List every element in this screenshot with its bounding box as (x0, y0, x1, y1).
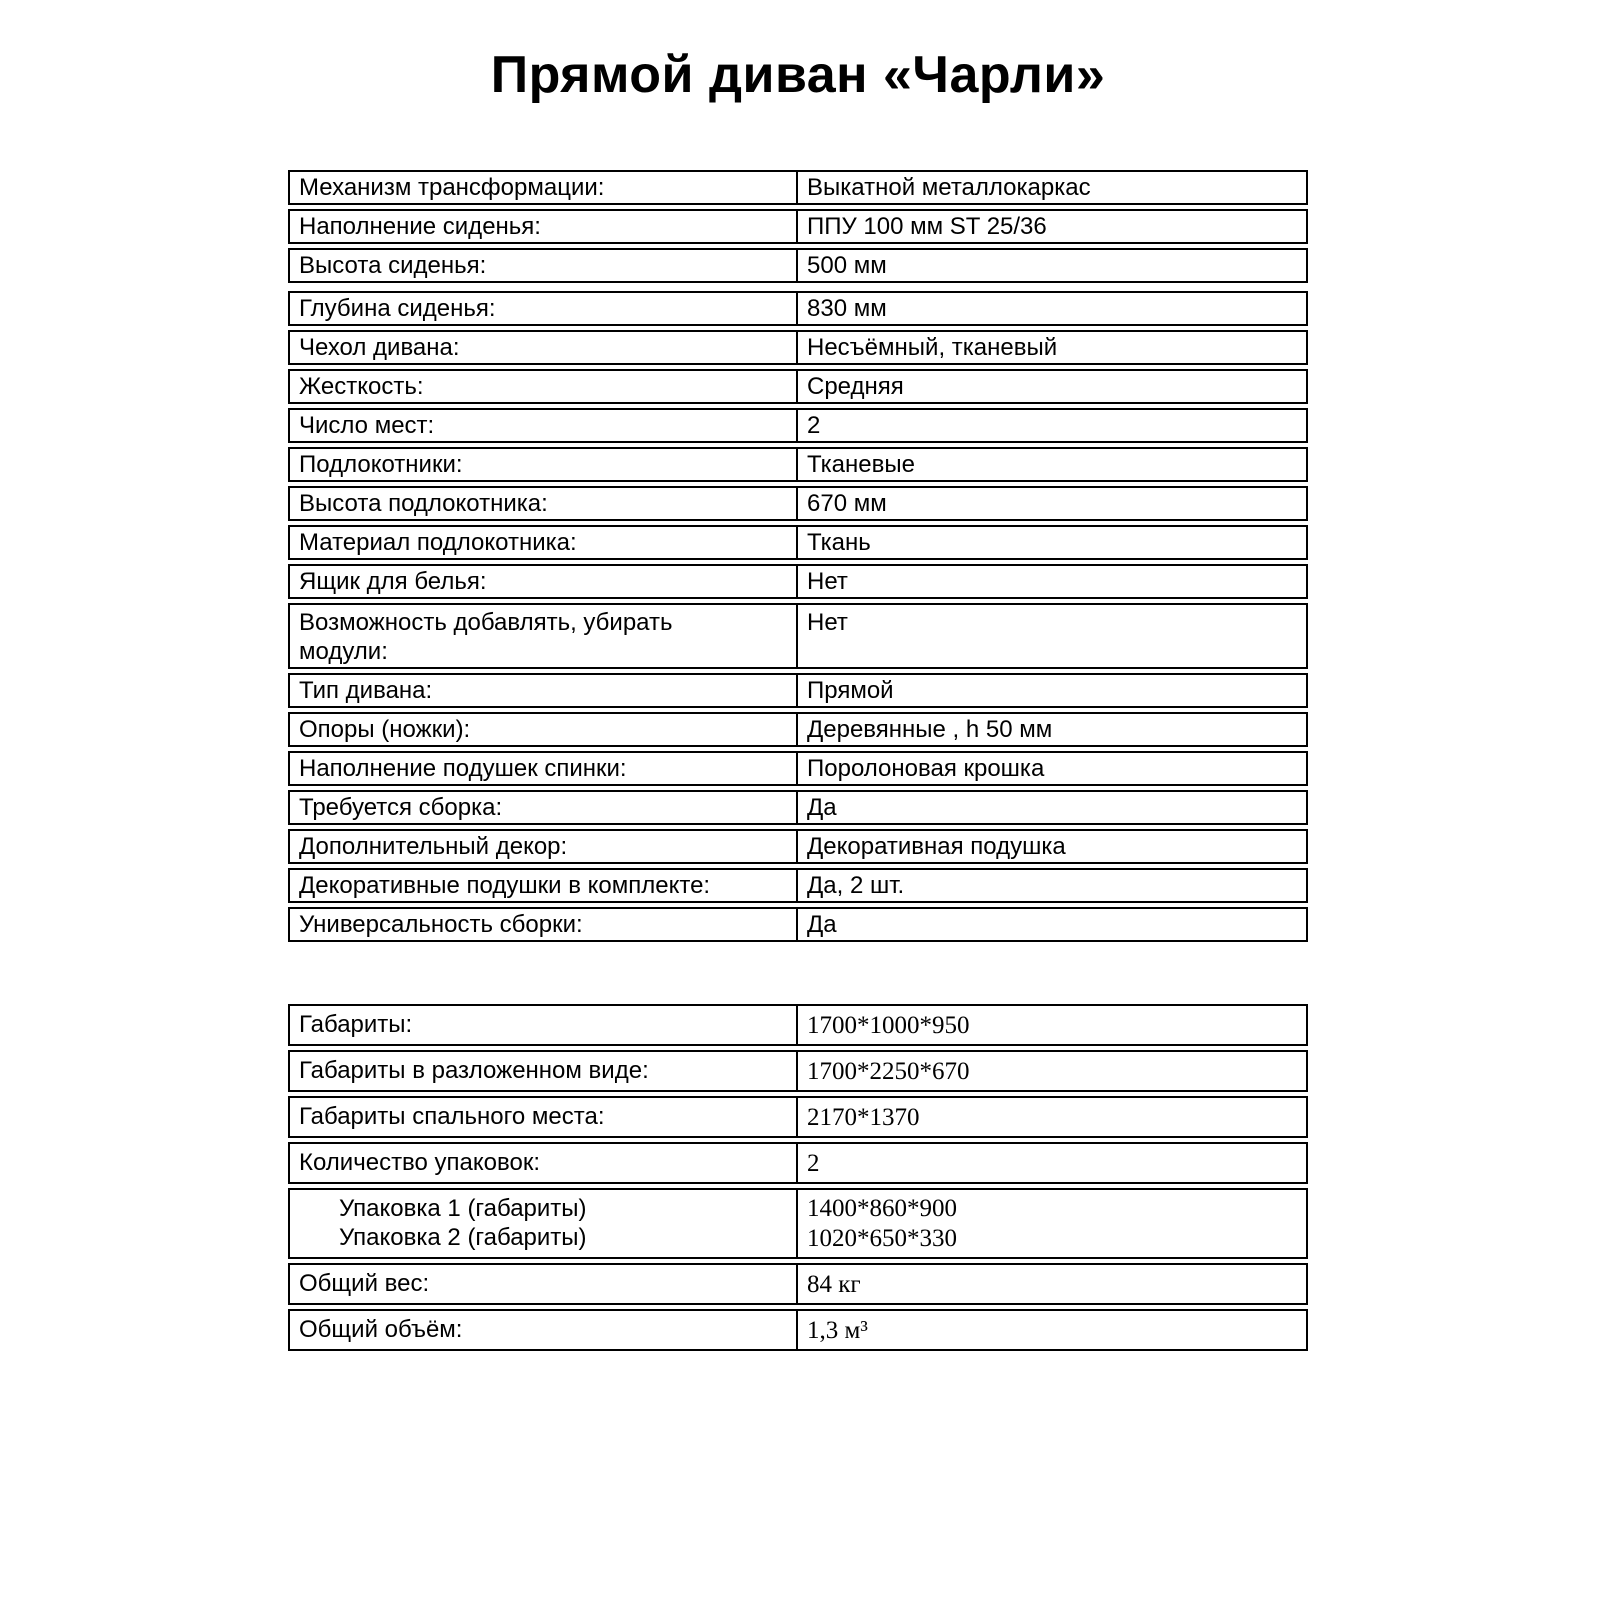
row-label: Общий вес: (299, 1270, 430, 1298)
table-row (288, 790, 1308, 825)
row-label: Наполнение сиденья: (299, 212, 541, 240)
row-value: Да (796, 909, 1306, 940)
table-row (288, 1263, 1308, 1305)
table-row (288, 907, 1308, 942)
row-label: Чехол дивана: (299, 333, 460, 361)
row-value: Ткань (796, 527, 1306, 558)
row-label: Ящик для белья: (299, 567, 487, 595)
table-row (288, 248, 1308, 283)
packaging-1-value: 1400*860*900 (807, 1195, 957, 1223)
row-value: Да (796, 792, 1306, 823)
table-row (288, 408, 1308, 443)
row-value: Нет (796, 566, 1306, 597)
table-row (288, 868, 1308, 903)
row-value: Прямой (796, 675, 1306, 706)
row-label: Дополнительный декор: (299, 832, 568, 860)
table-row (288, 603, 1308, 669)
row-label: Универсальность сборки: (299, 910, 583, 938)
row-value: Декоративная подушка (796, 831, 1306, 862)
row-label: Возможность добавлять, убирать модули: (299, 609, 673, 665)
row-label: Габариты: (299, 1011, 413, 1039)
row-label: Высота подлокотника: (299, 489, 548, 517)
table-row (288, 1142, 1308, 1184)
table-row (288, 829, 1308, 864)
table-row (288, 170, 1308, 205)
document-body (288, 0, 1308, 1355)
table-row (288, 447, 1308, 482)
specs-table (288, 170, 1308, 942)
row-value (796, 1190, 1306, 1257)
table-row (288, 1050, 1308, 1092)
table-row (288, 751, 1308, 786)
table-row (288, 486, 1308, 521)
row-label: Габариты в разложенном виде: (299, 1057, 649, 1085)
row-value: 2 (796, 1144, 1306, 1182)
table-row (288, 1004, 1308, 1046)
row-value: Деревянные , h 50 мм (796, 714, 1306, 745)
row-value: Тканевые (796, 449, 1306, 480)
row-label: Декоративные подушки в комплекте: (299, 871, 711, 899)
row-value: 1700*2250*670 (796, 1052, 1306, 1090)
row-value: Да, 2 шт. (796, 870, 1306, 901)
row-label: Наполнение подушек спинки: (299, 754, 627, 782)
row-value: 830 мм (796, 293, 1306, 324)
row-value: 500 мм (796, 250, 1306, 281)
row-value: Средняя (796, 371, 1306, 402)
table-row (288, 1309, 1308, 1351)
row-value: 1,3 м³ (796, 1311, 1306, 1349)
row-value: 2 (796, 410, 1306, 441)
row-value: Выкатной металлокаркас (796, 172, 1306, 203)
row-label: Глубина сиденья: (299, 294, 496, 322)
row-value: 670 мм (796, 488, 1306, 519)
row-label: Число мест: (299, 411, 435, 439)
row-label: Количество упаковок: (299, 1149, 541, 1177)
dimensions-table (288, 1004, 1308, 1351)
table-row (288, 209, 1308, 244)
row-label (290, 1190, 796, 1257)
row-value: ППУ 100 мм ST 25/36 (796, 211, 1306, 242)
row-label: Общий объём: (299, 1316, 463, 1344)
row-value: 84 кг (796, 1265, 1306, 1303)
row-label: Высота сиденья: (299, 251, 487, 279)
row-value: Нет (796, 605, 1306, 667)
row-label: Требуется сборка: (299, 793, 503, 821)
row-label: Жесткость: (299, 372, 424, 400)
table-row (288, 673, 1308, 708)
packaging-1-label: Упаковка 1 (габариты) (339, 1195, 587, 1223)
row-value: Поролоновая крошка (796, 753, 1306, 784)
packaging-2-label: Упаковка 2 (габариты) (339, 1224, 587, 1252)
table-row (288, 712, 1308, 747)
page-title: Прямой диван «Чарли» (490, 46, 1106, 104)
row-value: 1700*1000*950 (796, 1006, 1306, 1044)
row-label: Подлокотники: (299, 450, 463, 478)
table-row (288, 564, 1308, 599)
row-value: Несъёмный, тканевый (796, 332, 1306, 363)
table-row (288, 525, 1308, 560)
row-label: Материал подлокотника: (299, 528, 577, 556)
table-row (288, 330, 1308, 365)
row-value: 2170*1370 (796, 1098, 1306, 1136)
table-row (288, 1096, 1308, 1138)
row-label: Тип дивана: (299, 676, 433, 704)
table-row (288, 291, 1308, 326)
packaging-2-value: 1020*650*330 (807, 1224, 957, 1252)
table-row (288, 369, 1308, 404)
row-label: Опоры (ножки): (299, 715, 471, 743)
row-label: Механизм трансформации: (299, 173, 605, 201)
table-row-packaging (288, 1188, 1308, 1259)
row-label: Габариты спального места: (299, 1103, 605, 1131)
